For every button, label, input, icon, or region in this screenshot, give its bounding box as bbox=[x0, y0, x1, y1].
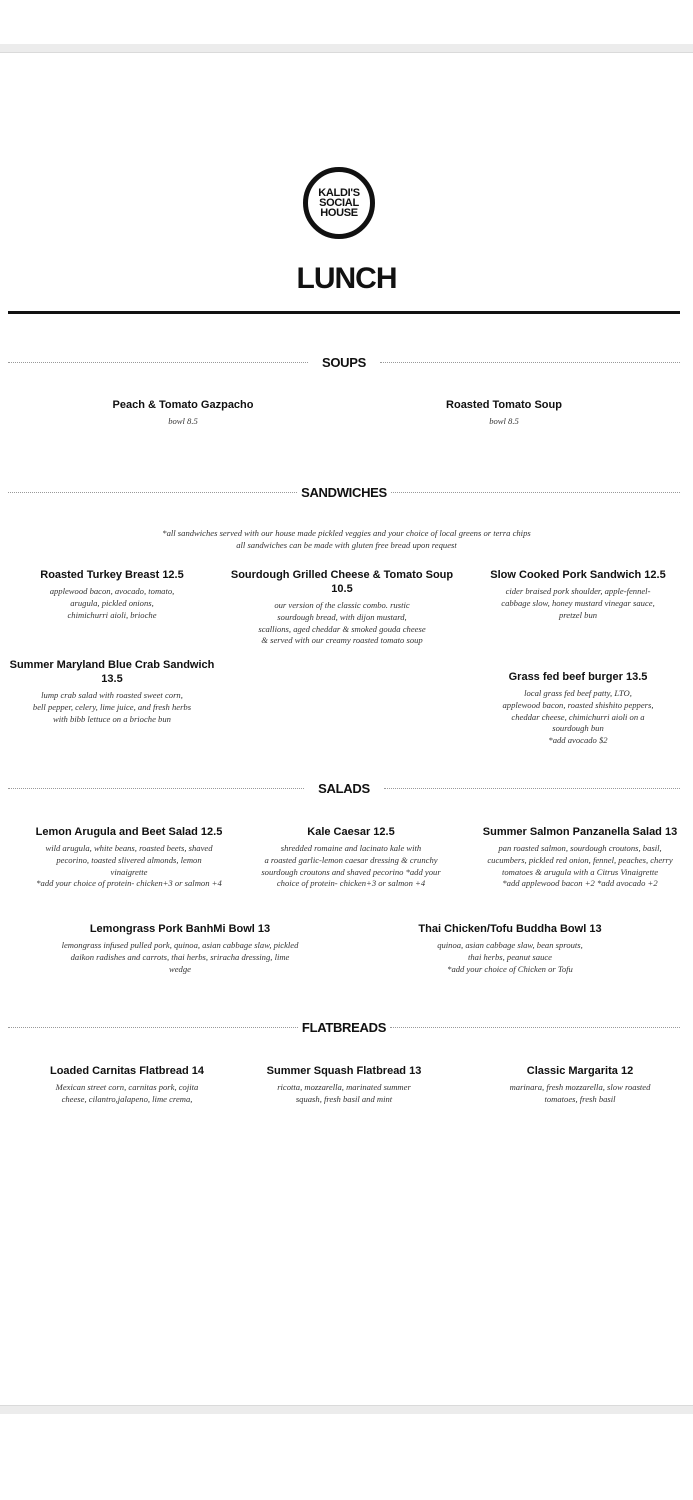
dotted-rule-right bbox=[380, 362, 680, 363]
desc-line: cheese, cilantro,jalapeno, lime crema, bbox=[61, 1093, 193, 1104]
desc-line: cheddar cheese, chimichurri aioli on a bbox=[511, 711, 645, 722]
desc-line: choice of protein- chicken+3 or salmon +4 bbox=[276, 878, 426, 889]
dotted-rule-left bbox=[8, 788, 304, 789]
menu-item-grass-fed-beef-burger bbox=[478, 670, 678, 747]
menu-item-peach-tomato-gazpacho bbox=[83, 398, 283, 428]
sandwich-note-1: *all sandwiches served with our house made pickled veggies and your choice of local greens or terra chips bbox=[162, 528, 531, 538]
menu-item-lemon-arugula-beet-salad bbox=[18, 825, 240, 890]
sandwiches-heading-label: SANDWICHES bbox=[301, 485, 387, 500]
item-desc bbox=[472, 586, 684, 621]
item-desc bbox=[478, 688, 678, 747]
menu-item-kale-caesar bbox=[244, 825, 458, 890]
desc-line: sourdough croutons and shaved pecorino *add your bbox=[261, 866, 441, 877]
dotted-rule-right bbox=[384, 788, 680, 789]
item-desc bbox=[244, 843, 458, 890]
menu-item-maryland-blue-crab-sandwich bbox=[2, 658, 222, 725]
desc-line: with bibb lettuce on a brioche bun bbox=[53, 713, 171, 724]
desc-line: lemongrass infused pulled pork, quinoa, asian cabbage slaw, pickled bbox=[61, 940, 299, 950]
top-divider-bar bbox=[0, 44, 693, 53]
dotted-rule-left bbox=[8, 1027, 298, 1028]
desc-line: ricotta, mozzarella, marinated summer bbox=[277, 1082, 411, 1092]
desc-line: cider braised pork shoulder, apple-fennel- bbox=[505, 586, 651, 596]
soups-heading bbox=[8, 355, 680, 370]
desc-line: & served with our creamy roasted tomato soup bbox=[261, 635, 423, 646]
sandwich-note-2: all sandwiches can be made with gluten free bread upon request bbox=[236, 540, 457, 550]
desc-line: wild arugula, white beans, roasted beets, shaved bbox=[45, 843, 213, 853]
desc-line: a roasted garlic-lemon caesar dressing & crunchy bbox=[264, 854, 438, 865]
logo-line-2: SOCIAL bbox=[319, 197, 359, 209]
salads-heading bbox=[8, 781, 680, 796]
dotted-rule-right bbox=[391, 492, 680, 493]
item-desc bbox=[42, 940, 318, 975]
desc-line: applewood bacon, avocado, tomato, bbox=[49, 586, 175, 596]
item-desc bbox=[28, 1082, 226, 1106]
dotted-rule-left bbox=[8, 362, 308, 363]
menu-item-summer-salmon-panzanella bbox=[468, 825, 692, 890]
item-name: Sourdough Grilled Cheese & Tomato Soup 10.5 bbox=[230, 569, 454, 595]
menu-item-sourdough-grilled-cheese bbox=[222, 568, 462, 647]
kaldis-social-house-logo bbox=[303, 167, 375, 239]
desc-line: quinoa, asian cabbage slaw, bean sprouts, bbox=[437, 940, 583, 950]
desc-line: lump crab salad with roasted sweet corn, bbox=[41, 690, 183, 700]
item-name: Summer Maryland Blue Crab Sandwich 13.5 bbox=[9, 659, 215, 685]
desc-line: thai herbs, peanut sauce bbox=[467, 951, 553, 962]
desc-line: sourdough bread, with dijon mustard, bbox=[277, 611, 407, 622]
item-desc bbox=[18, 843, 240, 890]
desc-line: vinaigrette bbox=[110, 866, 148, 877]
item-desc bbox=[2, 690, 222, 725]
desc-line: daikon radishes and carrots, thai herbs, sriracha dressing, lime bbox=[70, 951, 290, 962]
soups-heading-label: SOUPS bbox=[322, 355, 367, 370]
item-name: Slow Cooked Pork Sandwich 12.5 bbox=[490, 569, 666, 581]
item-desc bbox=[398, 940, 622, 975]
desc-line: Mexican street corn, carnitas pork, cojita bbox=[55, 1082, 199, 1092]
logo-line-3: HOUSE bbox=[320, 207, 358, 219]
item-name: Kale Caesar 12.5 bbox=[307, 826, 395, 838]
desc-line: *add your choice of Chicken or Tofu bbox=[447, 963, 573, 974]
logo-text bbox=[318, 188, 359, 218]
desc-line: pretzel bun bbox=[558, 609, 598, 620]
desc-line: cabbage slow, honey mustard vinegar sauce, bbox=[501, 597, 655, 608]
desc-line: pecorino, toasted slivered almonds, lemon bbox=[56, 854, 202, 865]
item-desc bbox=[468, 843, 692, 890]
item-name: Roasted Tomato Soup bbox=[446, 399, 562, 411]
dotted-rule-right bbox=[390, 1027, 680, 1028]
flatbreads-heading bbox=[8, 1020, 680, 1035]
item-desc bbox=[480, 1082, 680, 1106]
desc-line: *add your choice of protein- chicken+3 or salmon +4 bbox=[36, 878, 222, 889]
desc-line: scallions, aged cheddar & smoked gouda cheese bbox=[258, 623, 426, 634]
desc-line: squash, fresh basil and mint bbox=[295, 1093, 393, 1104]
menu-title: LUNCH bbox=[296, 262, 397, 295]
menu-item-loaded-carnitas-flatbread bbox=[28, 1064, 226, 1106]
desc-line: arugula, pickled onions, bbox=[70, 597, 154, 608]
flatbreads-heading-label: FLATBREADS bbox=[301, 1020, 387, 1035]
desc-line: our version of the classic combo. rustic bbox=[274, 600, 410, 610]
desc-line: sourdough bun bbox=[552, 723, 604, 734]
bottom-divider-bar bbox=[0, 1405, 693, 1414]
desc-line: *add applewood bacon +2 *add avocado +2 bbox=[502, 878, 658, 889]
menu-item-slow-cooked-pork-sandwich bbox=[472, 568, 684, 621]
item-name: Lemon Arugula and Beet Salad 12.5 bbox=[35, 826, 223, 838]
sandwiches-heading bbox=[8, 485, 680, 500]
menu-item-summer-squash-flatbread bbox=[244, 1064, 444, 1106]
item-name: Grass fed beef burger 13.5 bbox=[508, 671, 648, 683]
desc-line: marinara, fresh mozzarella, slow roasted bbox=[509, 1082, 651, 1092]
item-name: Thai Chicken/Tofu Buddha Bowl 13 bbox=[418, 923, 602, 935]
salads-heading-label: SALADS bbox=[318, 781, 370, 796]
item-name: Roasted Turkey Breast 12.5 bbox=[40, 569, 184, 581]
desc-line: cucumbers, pickled red onion, fennel, peaches, cherry bbox=[487, 854, 673, 865]
desc-line: shredded romaine and lacinato kale with bbox=[280, 843, 422, 853]
menu-item-lemongrass-pork-banhmi-bowl bbox=[42, 922, 318, 975]
logo-line-1: KALDI'S bbox=[318, 187, 360, 199]
desc-line: pan roasted salmon, sourdough croutons, basil, bbox=[498, 843, 662, 853]
menu-item-classic-margarita bbox=[480, 1064, 680, 1106]
item-name: Lemongrass Pork BanhMi Bowl 13 bbox=[89, 923, 271, 935]
desc-line: wedge bbox=[169, 963, 191, 974]
desc-line: bell pepper, celery, lime juice, and fresh herbs bbox=[32, 701, 192, 712]
sandwich-notes bbox=[0, 527, 693, 551]
menu-item-thai-chicken-tofu-buddha-bowl bbox=[398, 922, 622, 975]
item-name: Classic Margarita 12 bbox=[526, 1065, 634, 1077]
item-name: Peach & Tomato Gazpacho bbox=[112, 399, 254, 411]
item-name: Summer Salmon Panzanella Salad 13 bbox=[482, 826, 678, 838]
title-rule bbox=[8, 311, 680, 314]
menu-item-roasted-turkey-breast bbox=[12, 568, 212, 621]
item-desc bbox=[244, 1082, 444, 1106]
item-desc: bowl 8.5 bbox=[489, 416, 519, 426]
item-desc bbox=[222, 600, 462, 647]
item-name: Summer Squash Flatbread 13 bbox=[266, 1065, 422, 1077]
desc-line: *add avocado $2 bbox=[548, 735, 608, 746]
dotted-rule-left bbox=[8, 492, 297, 493]
item-name: Loaded Carnitas Flatbread 14 bbox=[49, 1065, 205, 1077]
desc-line: chimichurri aioli, brioche bbox=[67, 609, 157, 620]
item-desc bbox=[12, 586, 212, 621]
menu-item-roasted-tomato-soup bbox=[404, 398, 604, 428]
desc-line: applewood bacon, roasted shishito peppers, bbox=[502, 699, 654, 710]
desc-line: tomatoes, fresh basil bbox=[544, 1093, 616, 1104]
desc-line: tomatoes & arugula with a Citrus Vinaigrette bbox=[501, 866, 659, 877]
item-desc: bowl 8.5 bbox=[168, 416, 198, 426]
desc-line: local grass fed beef patty, LTO, bbox=[524, 688, 632, 698]
